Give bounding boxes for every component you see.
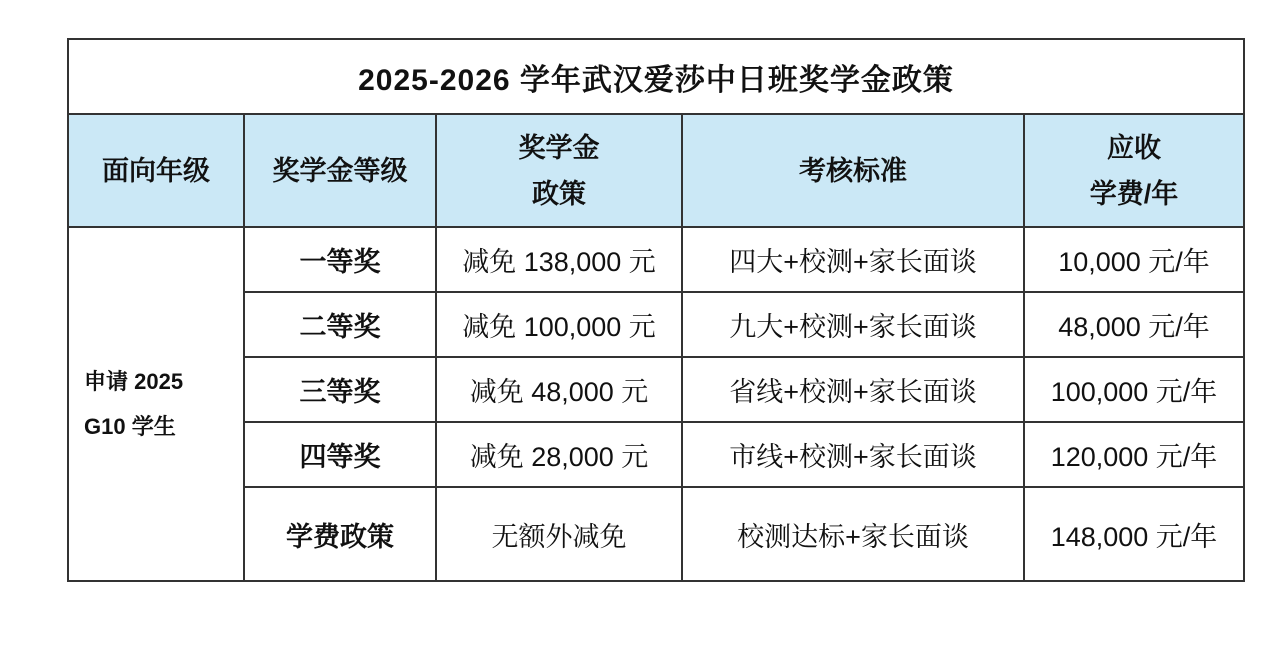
cell-criteria: 校测达标+家长面谈	[682, 487, 1024, 581]
scholarship-policy-table	[67, 38, 1245, 582]
header-scholarship-tier	[244, 114, 436, 227]
header-scholarship-policy-line2: 政策	[532, 178, 586, 209]
table-row	[68, 292, 1244, 357]
applicant-group-line2: G10 学生	[84, 414, 176, 439]
table-row	[68, 227, 1244, 292]
header-assessment-criteria	[682, 114, 1024, 227]
header-grade-level-label: 面向年级	[102, 155, 210, 186]
header-assessment-criteria-label: 考核标准	[799, 155, 907, 186]
cell-criteria: 省线+校测+家长面谈	[682, 357, 1024, 422]
cell-criteria: 四大+校测+家长面谈	[682, 227, 1024, 292]
cell-grade: 学费政策	[244, 487, 436, 581]
cell-grade: 一等奖	[244, 227, 436, 292]
table-title: 2025-2026 学年武汉爱莎中日班奖学金政策	[68, 39, 1244, 114]
cell-tuition: 100,000 元/年	[1024, 357, 1244, 422]
title-row	[68, 39, 1244, 114]
header-grade-level	[68, 114, 244, 227]
table-row	[68, 487, 1244, 581]
cell-policy: 减免 48,000 元	[436, 357, 682, 422]
cell-policy: 无额外减免	[436, 487, 682, 581]
header-tuition-due-line1: 应收	[1107, 132, 1161, 163]
header-scholarship-tier-label: 奖学金等级	[272, 155, 408, 186]
applicant-group-cell	[68, 227, 244, 581]
cell-tuition: 48,000 元/年	[1024, 292, 1244, 357]
cell-grade: 三等奖	[244, 357, 436, 422]
header-scholarship-policy	[436, 114, 682, 227]
cell-policy: 减免 28,000 元	[436, 422, 682, 487]
cell-policy: 减免 138,000 元	[436, 227, 682, 292]
cell-tuition: 120,000 元/年	[1024, 422, 1244, 487]
applicant-group-line1: 申请 2025	[84, 369, 184, 394]
cell-grade: 四等奖	[244, 422, 436, 487]
cell-grade: 二等奖	[244, 292, 436, 357]
cell-policy: 减免 100,000 元	[436, 292, 682, 357]
header-row	[68, 114, 1244, 227]
header-scholarship-policy-line1: 奖学金	[518, 132, 600, 163]
cell-tuition: 148,000 元/年	[1024, 487, 1244, 581]
table-row	[68, 422, 1244, 487]
header-tuition-due	[1024, 114, 1244, 227]
cell-criteria: 九大+校测+家长面谈	[682, 292, 1024, 357]
cell-criteria: 市线+校测+家长面谈	[682, 422, 1024, 487]
cell-tuition: 10,000 元/年	[1024, 227, 1244, 292]
header-tuition-due-line2: 学费/年	[1089, 178, 1179, 209]
table-row	[68, 357, 1244, 422]
